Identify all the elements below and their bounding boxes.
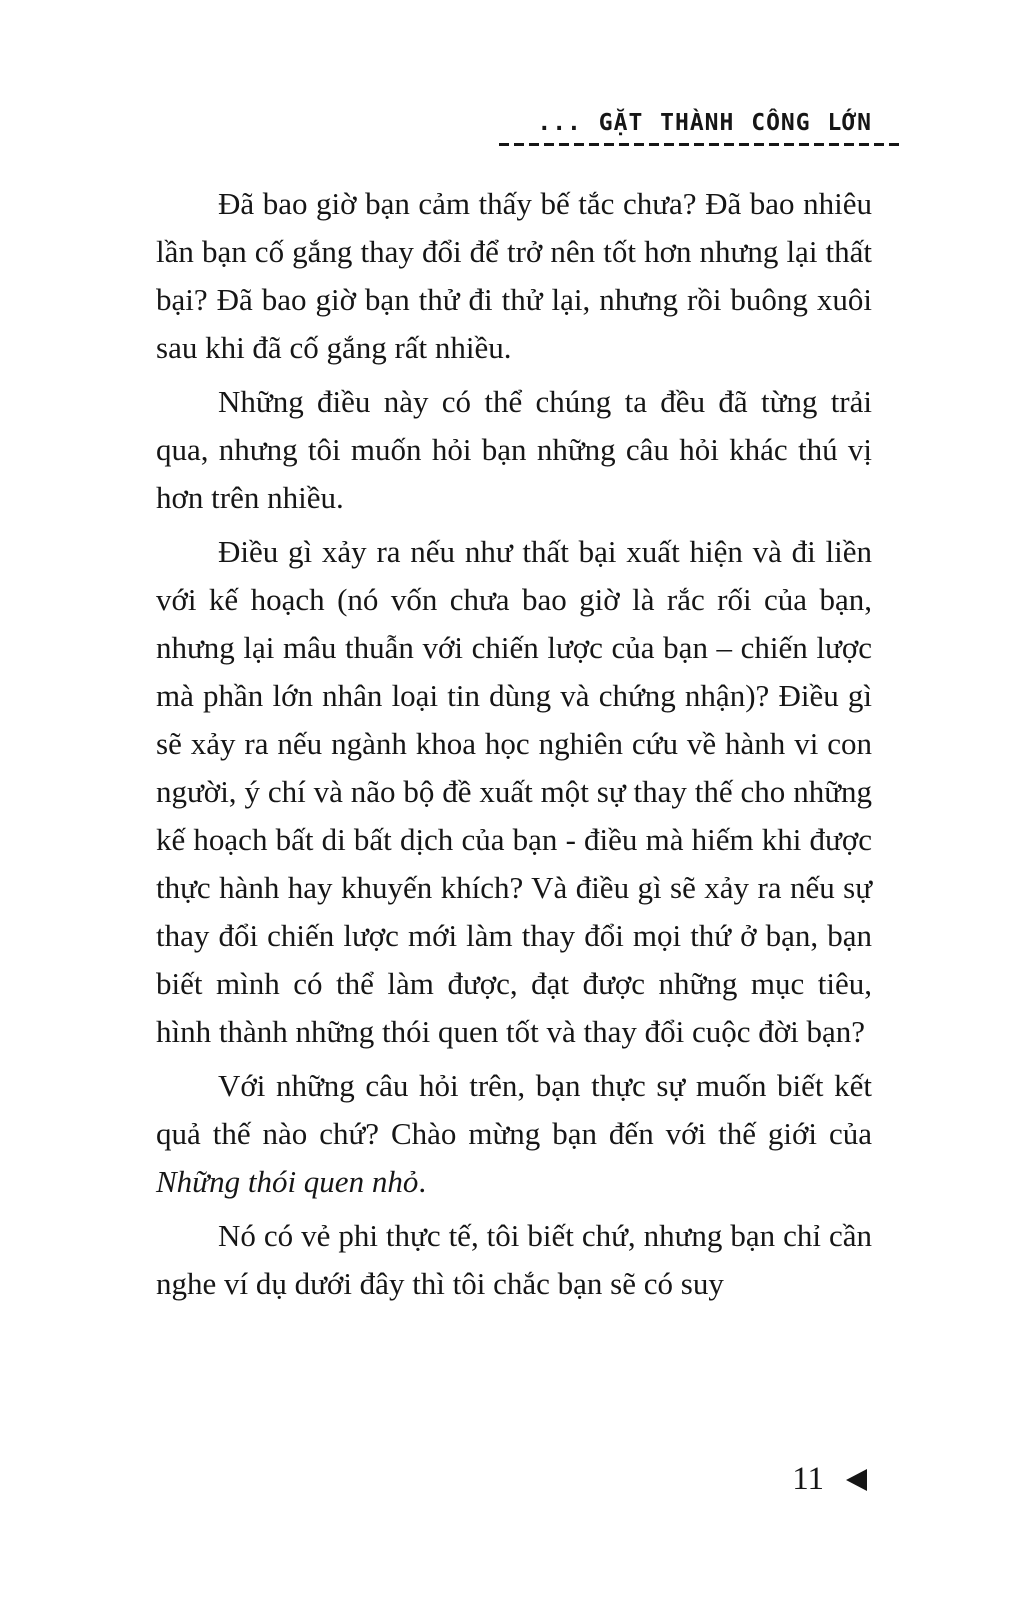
text-segment: Nó có vẻ phi thực tế, tôi biết chứ, nhưng bạn chỉ cần nghe ví dụ dưới đây thì tôi chắc bạn sẽ có suy [156,1218,872,1301]
paragraph [156,1062,872,1206]
book-title-italic: Những thói quen nhỏ [156,1164,419,1199]
text-segment: Với những câu hỏi trên, bạn thực sự muốn biết kết quả thế nào chứ? Chào mừng bạn đến với thế giới của [156,1068,872,1151]
page-body [156,180,872,1314]
text-segment: Điều gì xảy ra nếu như thất bại xuất hiện và đi liền với kế hoạch (nó vốn chưa bao giờ là rắc rối của bạn, nhưng lại mâu thuẫn với chiến lược của bạn – chiến lược mà phần lớn nhân loại tin dùng và chứng nhận)? Điều gì sẽ xảy ra nếu ngành khoa học nghiên cứu về hành vi con người, ý chí và não bộ đề xuất một sự thay thế cho những kế hoạch bất di bất dịch của bạn - điều mà hiếm khi được thực hành hay khuyến khích? Và điều gì sẽ xảy ra nếu sự thay đổi chiến lược mới làm thay đổi mọi thứ ở bạn, bạn biết mình có thể làm được, đạt được những mục tiêu, hình thành những thói quen tốt và thay đổi cuộc đời bạn? [156,534,872,1049]
text-segment: . [418,1164,427,1199]
running-header [0,110,872,146]
text-segment: Những điều này có thể chúng ta đều đã từng trải qua, nhưng tôi muốn hỏi bạn những câu hỏi khác thú vị hơn trên nhiều. [156,384,872,515]
running-header-title: ... GẶT THÀNH CÔNG LỚN [537,110,872,136]
paragraph [156,180,872,372]
page-number: 11 [792,1461,824,1497]
paragraph [156,1212,872,1308]
dashed-divider [499,143,899,146]
left-pointer-icon [846,1469,867,1491]
text-segment: Đã bao giờ bạn cảm thấy bế tắc chưa? Đã bao nhiêu lần bạn cố gắng thay đổi để trở nên tốt hơn nhưng lại thất bại? Đã bao giờ bạn thử đi thử lại, nhưng rồi buông xuôi sau khi đã cố gắng rất nhiều. [156,186,872,365]
paragraph [156,528,872,1056]
page-footer [792,1463,867,1496]
paragraph [156,378,872,522]
